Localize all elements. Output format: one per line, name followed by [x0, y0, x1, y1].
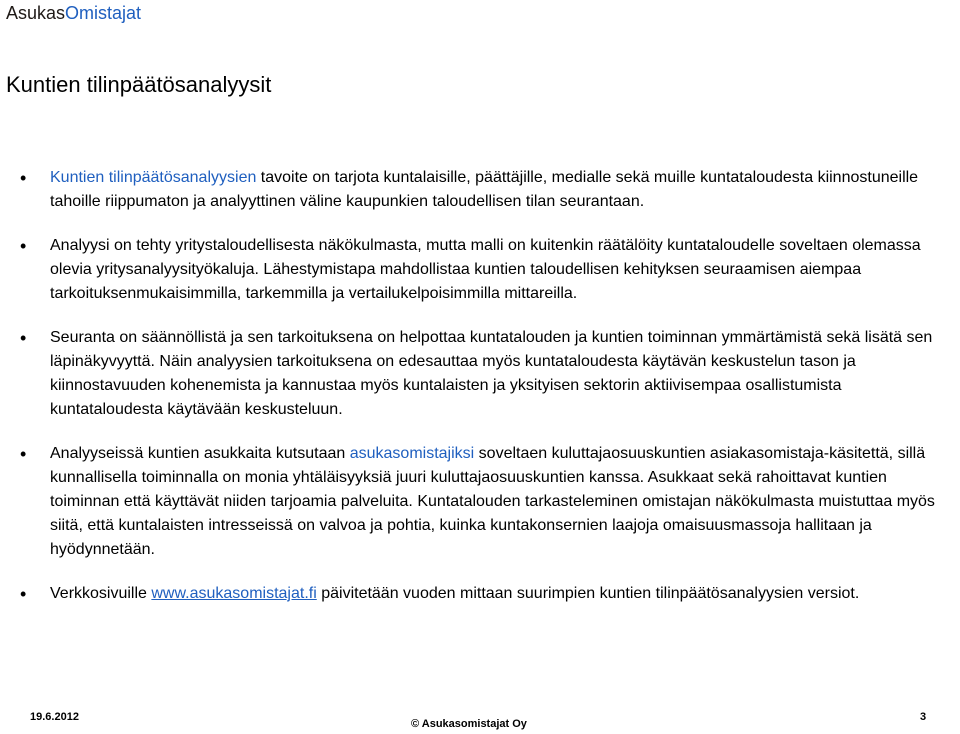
page-title: Kuntien tilinpäätösanalyysit [6, 72, 272, 97]
brand-logo [6, 2, 141, 24]
bullet-item-5 [50, 582, 946, 606]
page-number: 3 [920, 711, 927, 723]
bullet-1-highlight: Kuntien tilinpäätösanalyysien [50, 169, 257, 186]
bullet-item-2 [50, 234, 946, 306]
bullet-2-text: Analyysi on tehty yritystaloudellisesta näkökulmasta, mutta malli on kuitenkin räätälöity kuntataloudelle soveltaen olemassa olevia yritysanalyysityökaluja. Lähestymistapa mahdollistaa kuntien taloudellisen kehityksen seuraamisen aiempaa tarkoituksenmukaisimmilla, tarkemmilla ja vertailukelpoisimmilla mittareilla. [50, 237, 921, 302]
bullet-item-4 [50, 442, 946, 562]
bullet-4-after: soveltaen kuluttajaosuuskuntien asiakasomistaja-käsitettä, sillä kunnallisella toiminnalla on monia yhtäläisyyksiä juuri kuluttajaosuuskuntien kanssa. Asukkaat sekä rahoittavat kuntien toiminnan että käyttävät niiden tarjoamia palveluita. Kuntatalouden tarkasteleminen omistajan näkökulmasta muistuttaa myös siitä, että kuntalaisten intresseissä on valvoa ja pohtia, kuinka kuntakonsernien laajoja omaisuusmassoja hallitaan ja hyödynnetään. [50, 445, 935, 558]
website-link[interactable]: www.asukasomistajat.fi [151, 585, 317, 602]
footer-copyright: © Asukasomistajat Oy [411, 718, 527, 730]
bullet-4-highlight: asukasomistajiksi [349, 445, 475, 462]
logo-part-1: Asukas [6, 3, 66, 23]
logo-part-2: Omistajat [65, 3, 142, 23]
footer-date: 19.6.2012 [30, 711, 79, 723]
bullet-item-1 [50, 166, 946, 214]
bullet-1-text: tavoite on tarjota kuntalaisille, päättäjille, medialle sekä muille kuntataloudesta kiinnostuneille tahoille riippumaton ja analyyttinen väline kaupunkien taloudellisen tilan seurantaan. [50, 169, 919, 210]
bullet-5-before: Verkkosivuille [50, 585, 152, 602]
bullet-3-text: Seuranta on säännöllistä ja sen tarkoituksena on helpottaa kuntatalouden ja kuntien toiminnan ymmärtämistä sekä lisätä sen läpinäkyvyyttä. Näin analyysien tarkoituksena on edesauttaa myös kuntataloudesta käytävän keskustelun tason ja kiinnostavuuden kohenemista ja kannustaa myös kuntalaisten ja yksityisen sektorin aktiivisempaa osallistumista kuntataloudesta käytävään keskusteluun. [50, 329, 933, 418]
bullet-list [50, 166, 946, 626]
bullet-4-before: Analyyseissä kuntien asukkaita kutsutaan [50, 445, 350, 462]
bullet-5-after: päivitetään vuoden mittaan suurimpien kuntien tilinpäätösanalyysien versiot. [316, 585, 860, 602]
bullet-item-3 [50, 326, 946, 422]
